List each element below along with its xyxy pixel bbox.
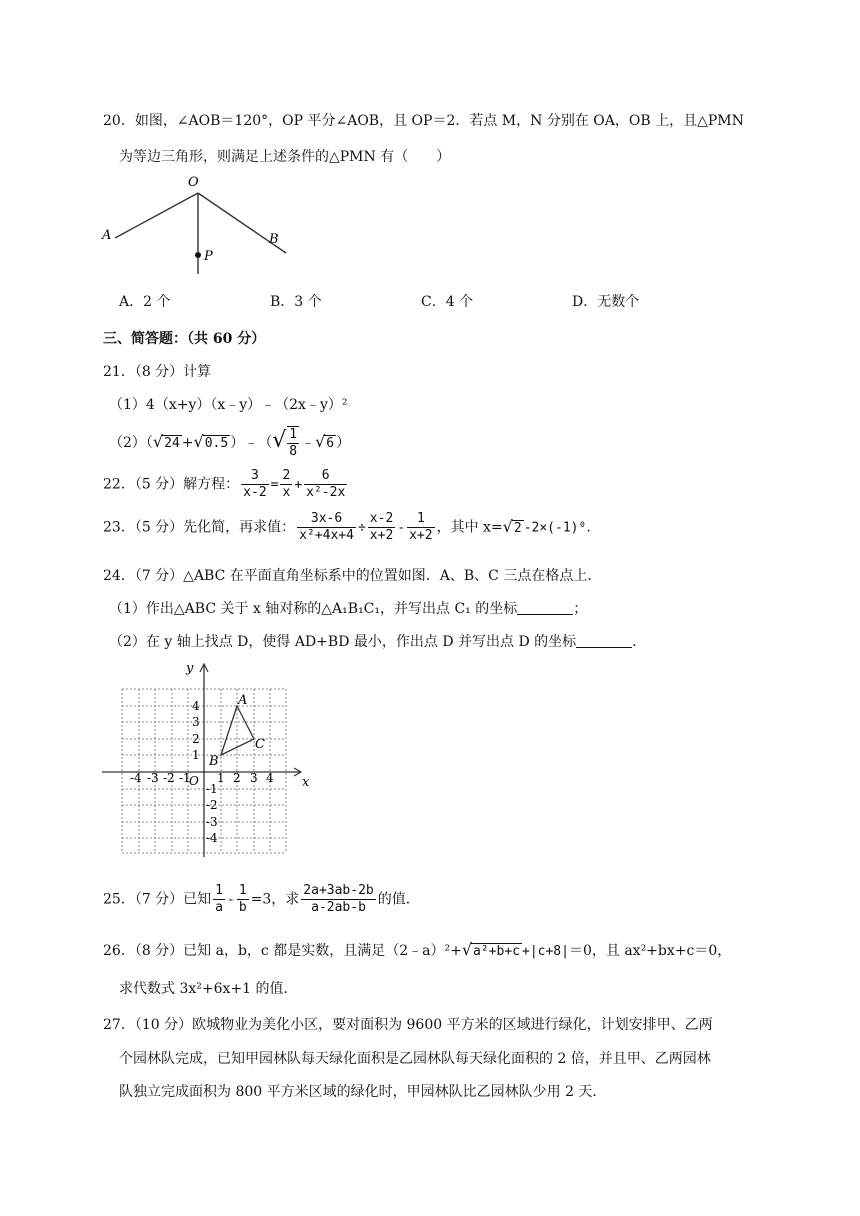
q23-frac2: $\frac{x-2}{x+2}$ — [369, 511, 394, 543]
q20-option-d: D．无数个 — [572, 294, 640, 310]
point-c-label: C — [255, 737, 265, 752]
q25-mid: =3，求 — [250, 891, 300, 908]
x-tick: -4 — [130, 771, 142, 785]
y-tick: 2 — [192, 732, 200, 746]
q21-p2-plus: + — [181, 435, 194, 451]
q25-frac3: $\frac{2a+3ab-2b}{a-2ab-b}$ — [303, 883, 374, 915]
q25-prefix: 25．（7 分）已知 — [103, 891, 212, 908]
q23-cond-prefix: ，其中 x= — [436, 519, 503, 536]
sqrt-6: 6 — [326, 436, 335, 451]
x-tick-labels — [130, 771, 274, 785]
q22-prefix: 22．（5 分）解方程： — [103, 476, 240, 493]
q21-p2-mid: ）﹣（ — [230, 435, 273, 451]
x-tick: -3 — [147, 771, 159, 785]
sqrt-24: 24 — [164, 436, 180, 451]
x-tick: 1 — [217, 771, 225, 785]
q26-line1: 26．（8 分）已知 a，b，c 都是实数，且满足（2﹣a）²+√a²+b+c +|c+8|＝0，且 ax²+bx+c＝0， — [103, 940, 732, 959]
q25-end: 的值． — [377, 891, 420, 908]
sqrt-0-5: 0.5 — [204, 436, 229, 451]
q21-p2-prefix: （2）（ — [109, 435, 153, 451]
q25-minus: - — [227, 892, 235, 908]
point-a-label: A — [238, 693, 248, 708]
q21-part2: （2）（√24 +√0.5 ）﹣（√ $\frac{1}{8}$ ﹣√6 ） — [109, 427, 351, 459]
q20-line1: 20．如图，∠AOB＝120°，OP 平分∠AOB，且 OP＝2．若点 M，N 分别在 OA，OB 上，且△PMN — [103, 113, 744, 129]
q23-end: . — [586, 519, 591, 536]
point-b-label: B — [209, 754, 219, 769]
x-axis-label: x — [302, 775, 310, 790]
q22-plus: + — [294, 477, 303, 493]
q24-part1: （1）作出△ABC 关于 x 轴对称的△A₁B₁C₁，并写出点 C₁ 的坐标 ； — [109, 601, 588, 617]
label-a: A — [102, 228, 112, 243]
y-tick: -3 — [206, 815, 218, 829]
x-tick: 3 — [250, 771, 258, 785]
x-tick: -1 — [179, 771, 191, 785]
q26-prefix: 26．（8 分）已知 a，b，c 都是实数，且满足（2﹣a）²+ — [103, 943, 462, 959]
q22-line — [103, 468, 349, 501]
x-tick: 2 — [233, 771, 241, 785]
q23-cond-rest: -2×(-1)⁰ — [523, 520, 587, 536]
y-tick: 1 — [192, 748, 200, 762]
q27-line3: 队独立完成面积为 800 平方米区域的绿化时，甲园林队比乙园林队少用 2 天． — [119, 1084, 607, 1100]
label-b: B — [269, 232, 279, 247]
x-tick: -2 — [163, 771, 175, 785]
q24-coordinate-grid — [100, 655, 315, 860]
q25-frac2: $\frac{1}{b}$ — [238, 883, 247, 915]
y-tick: -1 — [206, 782, 218, 796]
origin-label: O — [189, 774, 199, 788]
q21-p2-suffix: ） — [336, 435, 351, 451]
q26-abs: +|c+8| — [522, 944, 569, 959]
sqrt-2: 2 — [513, 520, 522, 536]
q26-line2: 求代数式 3x²+6x+1 的值． — [119, 981, 298, 997]
y-axis-label: y — [186, 661, 194, 676]
section-heading: 三、简答题：（共 60 分） — [103, 331, 266, 347]
q27-line1: 27．（10 分）欧城物业为美化小区，要对面积为 9600 平方米的区域进行绿化，计划安排甲、乙两 — [103, 1017, 713, 1033]
y-tick: 4 — [192, 699, 200, 713]
q20-line2: 为等边三角形，则满足上述条件的△PMN 有（ ） — [119, 149, 451, 165]
x-tick: 4 — [266, 771, 274, 785]
q25-frac1: $\frac{1}{a}$ — [215, 883, 223, 915]
q22-frac2: $\frac{2}{x}$ — [282, 468, 291, 500]
q20-figure — [95, 168, 305, 278]
q23-prefix: 23．（5 分）先化简，再求值： — [103, 519, 296, 536]
q21-p2-minus: ﹣ — [301, 435, 316, 451]
q22-eq: = — [270, 477, 279, 493]
q24-header: 24．（7 分）△ABC 在平面直角坐标系中的位置如图．A、B、C 三点在格点上． — [103, 568, 602, 584]
q23-frac3: $\frac{1}{x+2}$ — [409, 511, 433, 543]
y-tick: 3 — [192, 715, 200, 729]
q25-line — [103, 883, 420, 916]
q20-option-c: C．4 个 — [421, 294, 474, 310]
q23-div: ÷ — [357, 520, 366, 536]
q21-header: 21．（8 分）计算 — [103, 364, 212, 380]
q23-minus: - — [397, 520, 406, 536]
label-p: P — [204, 249, 213, 264]
q23-line: 23．（5 分）先化简，再求值： $\frac{3x-6}{\text{x²+4x+4}}$ ÷ $\frac{x-2}{x+2}$ - $\frac{1}{x+2}$ ，其中 x=√2 -2×(-1)⁰. — [103, 511, 591, 543]
y-tick: -2 — [206, 798, 218, 812]
q26-root: a²+b+c — [473, 944, 520, 959]
q23-frac1: $\frac{3x-6}{\text{x²+4x+4}}$ — [299, 511, 354, 543]
q24-part2: （2）在 y 轴上找点 D，使得 AD+BD 最小，作出点 D 并写出点 D 的坐标 ． — [109, 634, 647, 650]
q21-part1: （1）4（x+y）（x﹣y）﹣（2x﹣y）² — [109, 397, 348, 413]
point-p — [195, 252, 201, 258]
q20-option-b: B．3 个 — [270, 294, 322, 310]
q27-line2: 个园林队完成，已知甲园林队每天绿化面积是乙园林队每天绿化面积的 2 倍，并且甲、乙两园林 — [119, 1051, 711, 1067]
label-o: O — [188, 175, 199, 190]
q26-suffix: ＝0，且 ax²+bx+c＝0， — [568, 943, 732, 959]
q22-frac3: $\frac{6}{\text{x²-2x}}$ — [306, 468, 346, 500]
y-tick: -4 — [206, 831, 218, 845]
triangle-abc — [221, 706, 254, 755]
q22-frac1: $\frac{3}{x-2}$ — [243, 468, 267, 500]
q20-option-a: A．2 个 — [119, 294, 171, 310]
ray-oa — [115, 193, 198, 238]
sqrt-frac-1-8: $\frac{1}{8}$ — [289, 427, 298, 459]
